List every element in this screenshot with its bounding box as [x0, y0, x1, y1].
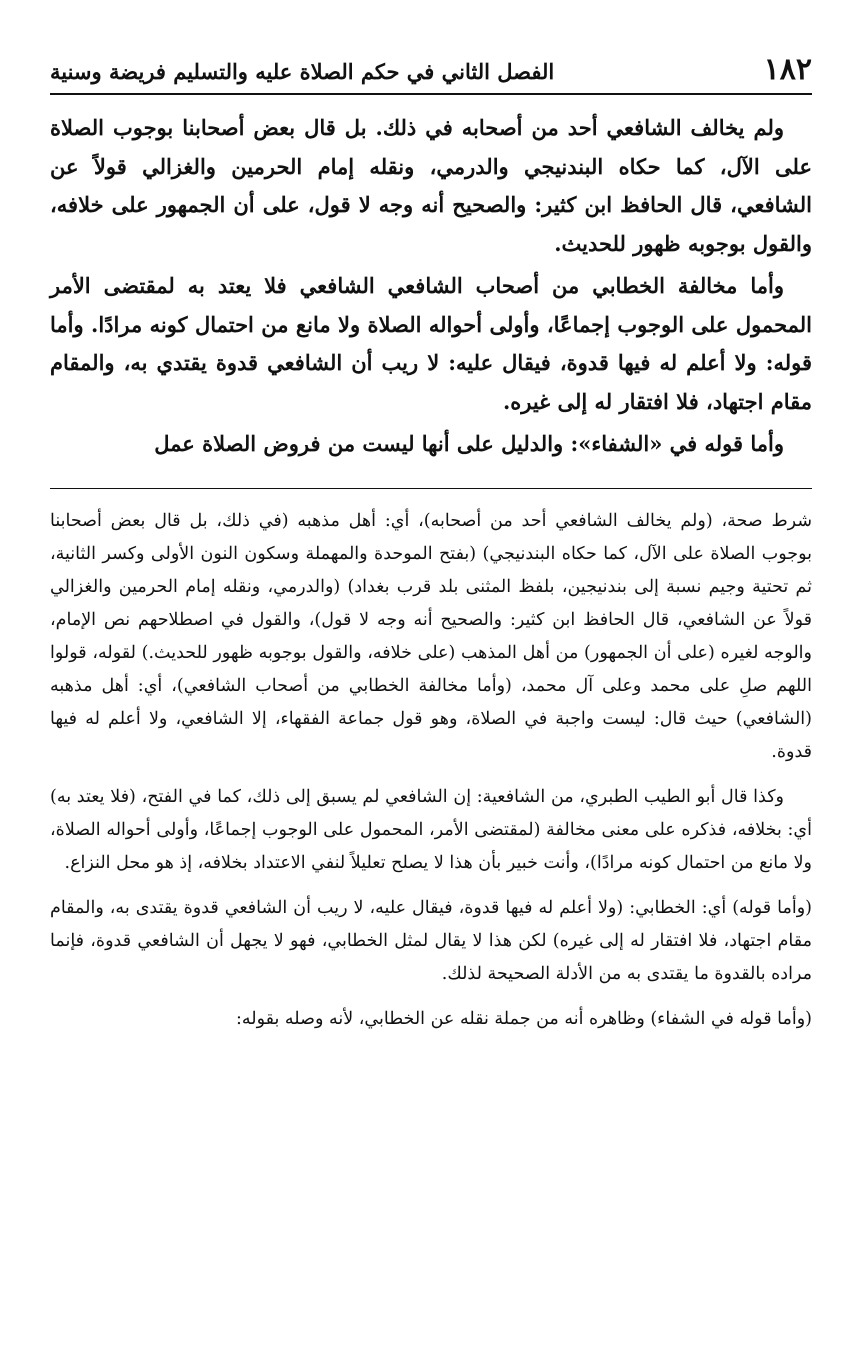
commentary-paragraph: وكذا قال أبو الطيب الطبري، من الشافعية: إن الشافعي لم يسبق إلى ذلك، كما في الفتح، (فلا يعتد به) أي: بخلافه، فذكره على معنى مخالفة (لمقتضى الأمر، المحمول على الوجوب إجماعًا، وأولى أحواله الصلاة، ولا مانع من احتمال كونه مرادًا)، وأنت خبير بأن هذا لا يصلح تعليلاً لنفي الاعتداد بخلافه، إذ هو محل النزاع.: [50, 786, 812, 873]
commentary-paragraph: (وأما قوله) أي: الخطابي: (ولا أعلم له فيها قدوة، فيقال عليه، لا ريب أن الشافعي قدوة يقتدى به، والمقام مقام اجتهاد، فلا افتقار له إلى غيره) لكن هذا لا يقال لمثل الخطابي، فهو لا يجهل أن الشافعي قدوة، فإنما مراده بالقدوة ما يقتدى به من الأدلة الصحيحة لذلك.: [50, 897, 812, 984]
footnote-separator: [50, 488, 812, 489]
commentary: [50, 505, 812, 1036]
page-header: [50, 52, 812, 95]
main-paragraph: وأما قوله في «الشفاء»: والدليل على أنها ليست من فروض الصلاة عمل: [154, 431, 784, 456]
chapter-title: الفصل الثاني في حكم الصلاة عليه والتسليم فريضة وسنية: [50, 59, 555, 84]
main-text: [50, 109, 812, 464]
main-paragraph: وأما مخالفة الخطابي من أصحاب الشافعي الشافعي فلا يعتد به لمقتضى الأمر المحمول على الوجوب إجماعًا، وأولى أحواله الصلاة ولا مانع من احتمال كونه مرادًا. وأما قوله: ولا أعلم له فيها قدوة، فيقال عليه: لا ريب أن الشافعي قدوة يقتدي به، والمقام مقام اجتهاد، فلا افتقار له إلى غيره.: [50, 273, 812, 414]
commentary-paragraph: (وأما قوله في الشفاء) وظاهره أنه من جملة نقله عن الخطابي، لأنه وصله بقوله:: [235, 1008, 812, 1029]
commentary-paragraph: شرط صحة، (ولم يخالف الشافعي أحد من أصحابه)، أي: أهل مذهبه (في ذلك، بل قال بعض أصحابنا بوجوب الصلاة على الآل، كما حكاه البندنيجي) (بفتح الموحدة والمهملة وسكون النون الأولى وكسر الثانية، ثم تحتية وجيم نسبة إلى بندنيجين، بلفظ المثنى بلد قرب بغداد) (والدرمي، ونقله إمام الحرمين والغزالي قولاً عن الشافعي، قال الحافظ ابن كثير: والصحيح أنه وجه لا قول)، والقول في اصطلاحهم نص الإمام، والوجه لغيره (على أن الجمهور) من أهل المذهب (على خلافه، والقول بوجوبه ظهور للحديث.) لقوله، قولوا اللهم صلِ على محمد وعلى آل محمد، (وأما مخالفة الخطابي من أصحاب الشافعي)، أي: أهل مذهبه (الشافعي) حيث قال: ليست واجبة في الصلاة، وهو قول جماعة الفقهاء، إلا الشافعي، ولا أعلم له فيها قدوة.: [50, 510, 812, 762]
main-paragraph: ولم يخالف الشافعي أحد من أصحابه في ذلك. بل قال بعض أصحابنا بوجوب الصلاة على الآل، كما حكاه البندنيجي والدرمي، ونقله إمام الحرمين والغزالي قولاً عن الشافعي، قال الحافظ ابن كثير: والصحيح أنه وجه لا قول، على أن الجمهور على خلافه، والقول بوجوبه ظهور للحديث.: [50, 115, 812, 256]
page-number: ١٨٢: [763, 52, 812, 87]
